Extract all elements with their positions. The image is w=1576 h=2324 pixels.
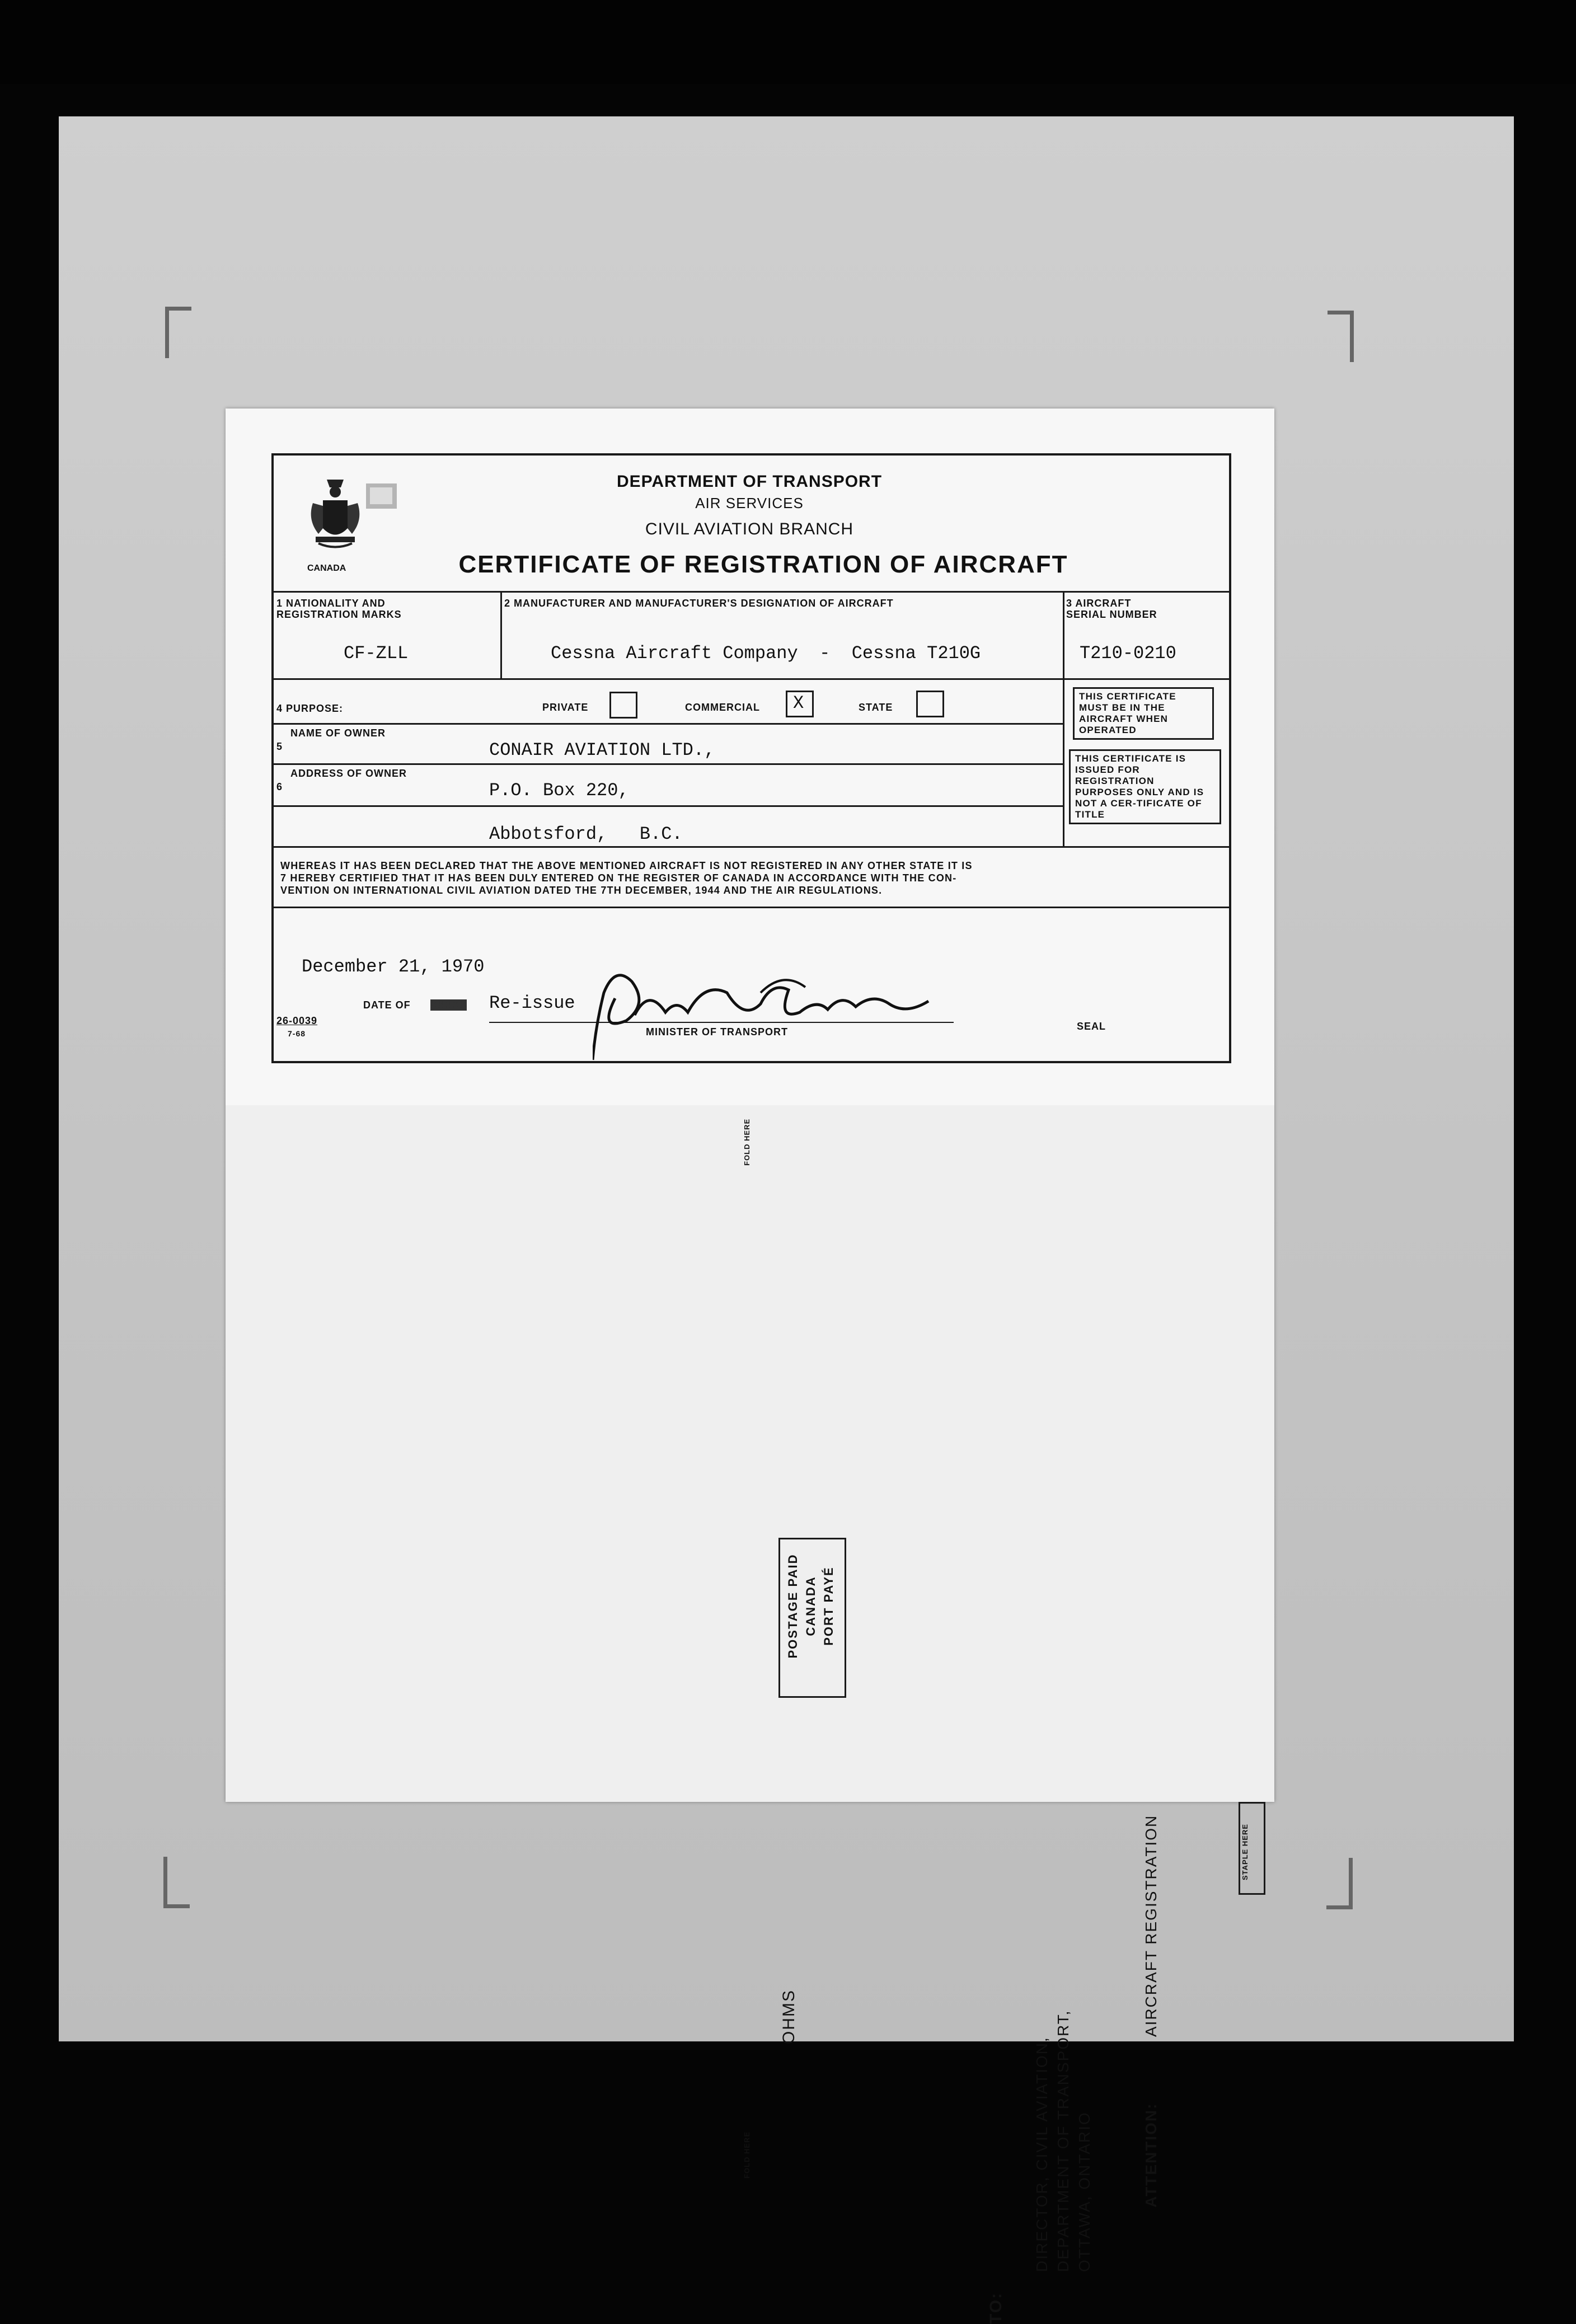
fold-here-bottom: FOLD HERE	[743, 2131, 751, 2179]
registration-marks-label: 1 NATIONALITY AND REGISTRATION MARKS	[276, 598, 402, 620]
owner-address-label: ADDRESS OF OWNER	[290, 768, 407, 779]
owner-address-line2: Abbotsford, B.C.	[489, 824, 683, 844]
postage-line: CANADA	[804, 1576, 818, 1636]
row-divider	[274, 907, 1229, 908]
certification-statement	[280, 860, 1221, 896]
row-divider	[274, 678, 1229, 680]
not-title-notice: THIS CERTIFICATE IS ISSUED FOR REGISTRATION PURPOSES ONLY AND IS NOT A CER-TIFICATE OF TITLE	[1069, 749, 1221, 824]
stamp-mark-icon	[363, 481, 402, 514]
crop-mark-top-right	[1328, 311, 1354, 362]
column-divider	[1063, 678, 1064, 846]
certificate-title: CERTIFICATE OF REGISTRATION OF AIRCRAFT	[458, 551, 1068, 578]
service-heading: AIR SERVICES	[695, 495, 804, 511]
certification-line: VENTION ON INTERNATIONAL CIVIL AVIATION DATED THE 7TH DECEMBER, 1944 AND THE AIR REGULATIONS.	[280, 885, 883, 896]
crop-mark-bottom-right	[1326, 1858, 1353, 1909]
attention-label: ATTENTION:	[1142, 2102, 1160, 2208]
return-envelope-panel	[226, 1105, 1274, 2324]
purpose-private-label: PRIVATE	[542, 702, 589, 713]
address-line: DIRECTOR, CIVIL AVIATION,	[1033, 2036, 1050, 2272]
coat-of-arms-icon	[302, 475, 369, 559]
commercial-check-mark: X	[793, 693, 804, 713]
certificate-sheet	[226, 409, 1274, 2324]
serial-number-label: 3 AIRCRAFT SERIAL NUMBER	[1066, 598, 1157, 620]
recipient-address	[1031, 2010, 1095, 2272]
field6-number: 6	[276, 781, 283, 792]
row-divider	[274, 723, 1063, 725]
serial-number-value: T210-0210	[1080, 643, 1176, 664]
purpose-commercial-checkbox	[786, 691, 814, 717]
crop-mark-bottom-left	[163, 1857, 190, 1908]
to-label: TO:	[987, 2292, 1005, 2324]
row-divider	[274, 805, 1063, 807]
reissue-note: Re-issue	[489, 993, 575, 1013]
row-divider	[274, 846, 1229, 848]
postage-line: POSTAGE PAID	[786, 1553, 800, 1659]
carry-certificate-notice: THIS CERTIFICATE MUST BE IN THE AIRCRAFT WHEN OPERATED	[1073, 687, 1214, 740]
owner-name-label: NAME OF OWNER	[290, 727, 386, 739]
minister-signature	[593, 959, 956, 1071]
purpose-label: 4 PURPOSE:	[276, 703, 344, 714]
owner-address-line1: P.O. Box 220,	[489, 780, 629, 801]
crop-mark-top-left	[165, 307, 191, 358]
ohms-label: OHMS	[780, 1989, 798, 2044]
film-top-border	[0, 0, 1576, 84]
purpose-state-label: STATE	[859, 702, 893, 713]
department-heading: DEPARTMENT OF TRANSPORT	[616, 472, 883, 491]
branch-heading: CIVIL AVIATION BRANCH	[645, 520, 854, 538]
address-line: OTTAWA, ONTARIO	[1076, 2111, 1093, 2272]
staple-here-label: STAPLE HERE	[1241, 1823, 1249, 1880]
purpose-commercial-label: COMMERCIAL	[685, 702, 760, 713]
struck-out-text: XXXXX	[430, 999, 467, 1011]
canada-label: CANADA	[307, 564, 346, 573]
field5-number: 5	[276, 741, 283, 752]
purpose-private-checkbox	[609, 692, 637, 719]
manufacturer-value: Cessna Aircraft Company - Cessna T210G	[551, 643, 981, 664]
issue-date-label: DATE OF	[363, 999, 411, 1011]
certificate-panel	[226, 409, 1274, 1105]
postage-indicia	[784, 1536, 838, 1676]
attention-value: AIRCRAFT REGISTRATION	[1142, 1814, 1160, 2037]
postage-line: PORT PAYÉ	[822, 1566, 836, 1646]
minister-label: MINISTER OF TRANSPORT	[646, 1026, 788, 1037]
certification-line: WHEREAS IT HAS BEEN DECLARED THAT THE ABOVE MENTIONED AIRCRAFT IS NOT REGISTERED IN ANY OTHER STATE IT IS	[280, 860, 973, 871]
form-revision-date: 7-68	[288, 1029, 306, 1038]
address-line: DEPARTMENT OF TRANSPORT,	[1054, 2010, 1072, 2272]
registration-marks-value: CF-ZLL	[344, 643, 409, 664]
certificate-form	[271, 453, 1231, 1063]
issue-date-value: December 21, 1970	[302, 956, 485, 977]
row-divider	[274, 591, 1229, 593]
manufacturer-label: 2 MANUFACTURER AND MANUFACTURER'S DESIGNATION OF AIRCRAFT	[504, 598, 894, 609]
fold-here-top: FOLD HERE	[743, 1118, 751, 1166]
column-divider	[1063, 591, 1064, 678]
purpose-state-checkbox	[916, 691, 944, 717]
row-divider	[274, 763, 1063, 765]
column-divider	[500, 591, 502, 678]
form-number: 26-0039	[276, 1015, 318, 1026]
owner-name-value: CONAIR AVIATION LTD.,	[489, 740, 715, 760]
certification-line: 7 HEREBY CERTIFIED THAT IT HAS BEEN DULY ENTERED ON THE REGISTER OF CANADA IN ACCORDANCE WITH THE CON-	[280, 872, 957, 884]
seal-label: SEAL	[1077, 1021, 1106, 1032]
